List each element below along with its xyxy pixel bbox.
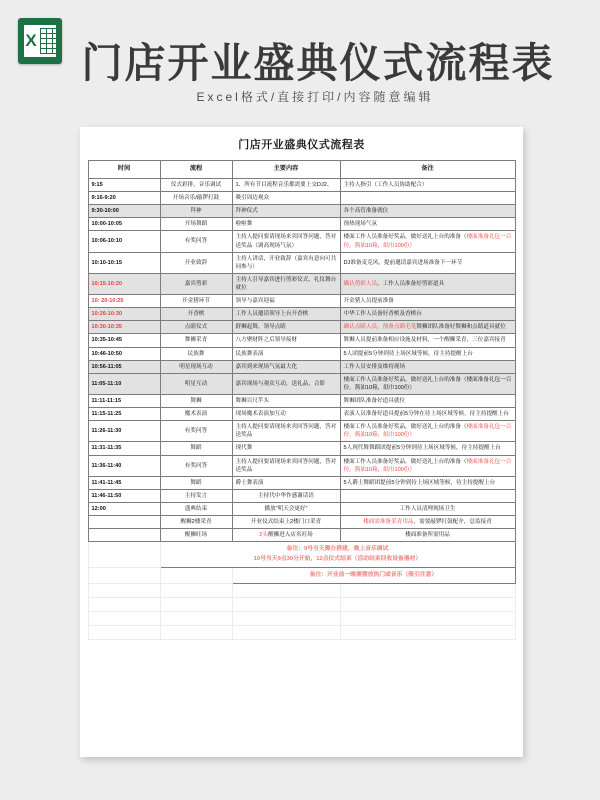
cell-content[interactable]: 群狮起舞，领导点睛 xyxy=(232,321,340,334)
cell-content[interactable]: 嘉宾现场与观众互动，送礼品，合影 xyxy=(232,373,340,394)
cell-time[interactable]: 10:06-10:10 xyxy=(88,231,160,252)
cell-time[interactable]: 11:15-11:25 xyxy=(88,408,160,421)
spreadsheet-sheet xyxy=(80,127,523,757)
cell-remark[interactable]: 楼面工作人员准备好奖品，做好送礼上台的准备（楼面准备礼包一百份，酱油10箱，纸巾100份） xyxy=(340,421,515,442)
cell-time[interactable]: 10:15-10:20 xyxy=(88,273,160,294)
cell-remark[interactable]: 开金猪人员提前准备 xyxy=(340,295,515,308)
table-row[interactable] xyxy=(88,373,515,394)
cell-time[interactable]: 11:11-11:15 xyxy=(88,394,160,407)
cell-remark[interactable]: 各个高管准备就位 xyxy=(340,205,515,218)
table-body xyxy=(88,179,515,640)
blank-cell[interactable] xyxy=(88,612,160,626)
cell-content[interactable]: 领导与嘉宾迎福 xyxy=(232,295,340,308)
cell-remark[interactable] xyxy=(340,489,515,502)
cell-time[interactable]: 11:31-11:35 xyxy=(88,442,160,455)
cell-remark[interactable]: 确认剪彩人员，工作人员准备好剪彩道具 xyxy=(340,273,515,294)
blank-row[interactable] xyxy=(88,612,515,626)
table-header-row xyxy=(88,161,515,179)
table-row[interactable] xyxy=(88,442,515,455)
table-row[interactable] xyxy=(88,308,515,321)
cell-process[interactable]: 仪式彩排，音乐调试 xyxy=(160,179,232,192)
cell-remark[interactable]: 工作人员清理现场卫生 xyxy=(340,502,515,515)
cell-content[interactable]: 拜神仪式 xyxy=(232,205,340,218)
cell-remark-highlight: 确认点睛人员，预备点睛毛笔 xyxy=(343,324,417,331)
column-header-process: 流程 xyxy=(160,161,232,179)
cell-content[interactable]: 民族舞表演 xyxy=(232,347,340,360)
blank-cell[interactable] xyxy=(232,598,340,612)
table-row[interactable] xyxy=(88,205,515,218)
cell-remark[interactable]: 主持人指引（工作人员协助配合） xyxy=(340,179,515,192)
table-row[interactable] xyxy=(88,516,515,529)
cell-process[interactable]: 有奖问答 xyxy=(160,455,232,476)
cell-time[interactable]: 10:00-10:05 xyxy=(88,218,160,231)
cell-process[interactable]: 嘉宾剪彩 xyxy=(160,273,232,294)
table-row[interactable] xyxy=(88,295,515,308)
table-row[interactable] xyxy=(88,334,515,347)
document-title: 门店开业盛典仪式流程表 xyxy=(238,139,365,151)
cell-time[interactable]: 9:16-9:20 xyxy=(88,192,160,205)
cell-content[interactable]: 现场魔术表演加互动 xyxy=(232,408,340,421)
cell-time[interactable]: 10:46-10:50 xyxy=(88,347,160,360)
table-row[interactable] xyxy=(88,476,515,489)
cell-remark-highlight: 楼面准备礼包一百份，酱油10箱，纸巾100份） xyxy=(343,234,512,249)
cell-remark[interactable]: 舞狮团队准备好道具就位 xyxy=(340,394,515,407)
banner xyxy=(0,0,600,122)
table-row[interactable] xyxy=(88,231,515,252)
cell-content[interactable]: 主持人引导嘉宾进行剪彩仪式、礼仪舞台就位 xyxy=(232,273,340,294)
cell-time[interactable]: 10:30-10:35 xyxy=(88,321,160,334)
cell-process[interactable]: 盛典结束 xyxy=(160,502,232,515)
column-header-remark: 备注 xyxy=(340,161,515,179)
blank-cell[interactable] xyxy=(160,626,232,640)
table-row[interactable] xyxy=(88,489,515,502)
cell-content[interactable]: 2头醒狮进入店名旺场 xyxy=(232,529,340,542)
cell-process[interactable]: 魔术表演 xyxy=(160,408,232,421)
table-row[interactable] xyxy=(88,273,515,294)
cell-remark-highlight: 楼面准备礼包一百份，酱油10箱，纸巾100份） xyxy=(343,424,512,439)
blank-cell[interactable] xyxy=(88,626,160,640)
cell-process[interactable]: 拜神 xyxy=(160,205,232,218)
blank-cell[interactable] xyxy=(340,584,515,598)
cell-process[interactable]: 开香槟 xyxy=(160,308,232,321)
footnote-spacer xyxy=(160,567,232,583)
table-row[interactable] xyxy=(88,347,515,360)
cell-process[interactable]: 舞狮采青 xyxy=(160,334,232,347)
cell-process[interactable]: 开场舞蹈 xyxy=(160,218,232,231)
blank-cell[interactable] xyxy=(340,626,515,640)
cell-content[interactable]: 工作人员邀请领导上台开香槟 xyxy=(232,308,340,321)
cell-content[interactable]: 爵士舞表演 xyxy=(232,476,340,489)
cell-content[interactable]: 播放“明天会更好” xyxy=(232,502,340,515)
table-row[interactable] xyxy=(88,218,515,231)
blank-cell[interactable] xyxy=(160,584,232,598)
cell-process[interactable]: 明星互动 xyxy=(160,373,232,394)
cell-remark-highlight: 楼面准备礼包一百份，酱油10箱，纸巾100份） xyxy=(343,458,512,473)
blank-cell[interactable] xyxy=(232,584,340,598)
footnote-text-1 xyxy=(160,542,515,568)
blank-row[interactable] xyxy=(88,598,515,612)
table-row[interactable] xyxy=(88,360,515,373)
cell-time[interactable]: 9:30-10:00 xyxy=(88,205,160,218)
cell-process[interactable]: 主持发言 xyxy=(160,489,232,502)
table-row[interactable] xyxy=(88,394,515,407)
cell-time[interactable]: 11:41-11:45 xyxy=(88,476,160,489)
cell-process[interactable]: 舞狮 xyxy=(160,394,232,407)
footnote-line-2: 10号当天9点30分开始，12点仪式结束（活动结束回收设备器材） xyxy=(253,555,422,562)
cell-content[interactable]: 啦啦舞 xyxy=(232,218,340,231)
table-row[interactable] xyxy=(88,502,515,515)
blank-row[interactable] xyxy=(88,584,515,598)
table-row[interactable] xyxy=(88,455,515,476)
cell-remark[interactable]: 工作人员安排及维持现场 xyxy=(340,360,515,373)
cell-remark[interactable]: 5人团提前5分钟到待上场区域等候，待主持提醒上台 xyxy=(340,347,515,360)
column-header-content: 主要内容 xyxy=(232,161,340,179)
cell-remark[interactable]: 楼面工作人员准备好奖品，做好送礼上台的准备（楼面准备礼包一百份，酱油10箱，纸巾100份） xyxy=(340,455,515,476)
blank-cell[interactable] xyxy=(340,598,515,612)
footnote-text-2: 备注：开业前一晚需摆放热门或音乐（吸引注意） xyxy=(232,567,515,583)
cell-content[interactable]: 嘉宾到来现场气氛最大化 xyxy=(232,360,340,373)
cell-remark[interactable]: 预热现场气氛 xyxy=(340,218,515,231)
cell-content[interactable]: 现代舞 xyxy=(232,442,340,455)
cell-process[interactable]: 开业致辞 xyxy=(160,252,232,273)
table-row[interactable] xyxy=(88,179,515,192)
blank-cell[interactable] xyxy=(160,612,232,626)
cell-content[interactable]: 主持人提问要请现场来宾回答问题，答对送奖品（调高现场气氛） xyxy=(232,231,340,252)
cell-remark[interactable]: DJ准备麦克风，提前邀请嘉宾进场准备下一环节 xyxy=(340,252,515,273)
blank-cell[interactable] xyxy=(340,612,515,626)
footnote-line-1: 备注：9号当天舞台搭建，晚上音乐调试 xyxy=(286,546,389,553)
table-row[interactable] xyxy=(88,421,515,442)
blank-cell[interactable] xyxy=(232,612,340,626)
cell-content[interactable]: 主持人提问要请现场来宾回答问题，答对送奖品 xyxy=(232,455,340,476)
page-subtitle: Excel格式/直接打印/内容随意编辑 xyxy=(196,90,434,104)
cell-remark[interactable]: 5人爵士舞蹈团提前5分钟到待上场区域等候，待主持提醒上台 xyxy=(340,476,515,489)
cell-content[interactable]: 1、所有节目流程音乐都需要上交DJ2、 xyxy=(232,179,340,192)
blank-cell[interactable] xyxy=(88,598,160,612)
excel-icon-letter: X xyxy=(25,31,37,50)
cell-process[interactable]: 点睛仪式 xyxy=(160,321,232,334)
cell-time[interactable]: 10:10-10:15 xyxy=(88,252,160,273)
cell-time[interactable]: 11:46-11:50 xyxy=(88,489,160,502)
blank-row[interactable] xyxy=(88,626,515,640)
cell-process[interactable]: 醒狮2楼采青 xyxy=(160,516,232,529)
table-row[interactable] xyxy=(88,529,515,542)
cell-remark[interactable] xyxy=(340,192,515,205)
cell-process[interactable]: 有奖问答 xyxy=(160,231,232,252)
table-row[interactable] xyxy=(88,192,515,205)
cell-process[interactable]: 明星现场互动 xyxy=(160,360,232,373)
table-row[interactable] xyxy=(88,252,515,273)
cell-process[interactable]: 舞蹈 xyxy=(160,476,232,489)
cell-remark-highlight: 楼面需准备采青用品 xyxy=(363,519,414,526)
cell-remark[interactable]: 确认点睛人员，预备点睛毛笔舞狮团队准备好舞狮和点睛道具就位 xyxy=(340,321,515,334)
cell-time[interactable] xyxy=(88,529,160,542)
cell-content[interactable]: 舞狮百尺竿头 xyxy=(232,394,340,407)
cell-time[interactable]: 10: 20-10:25 xyxy=(88,295,160,308)
cell-time[interactable]: 11:05-11:10 xyxy=(88,373,160,394)
cell-remark[interactable]: 楼面需准备采青用品，需要敲锣打鼓配介，总监接青 xyxy=(340,516,515,529)
cell-time[interactable] xyxy=(88,516,160,529)
blank-cell[interactable] xyxy=(232,626,340,640)
blank-cell[interactable] xyxy=(88,584,160,598)
cell-remark[interactable]: 表演人员准备好道具提前5分钟在待上场区域等候，待主持提醒上台 xyxy=(340,408,515,421)
cell-time[interactable]: 10:35-10:45 xyxy=(88,334,160,347)
cell-remark[interactable]: 舞狮人员提前准备相应设施及材料，一个醒狮采青，三位嘉宾接青 xyxy=(340,334,515,347)
cell-content[interactable]: 开业仪式结束上2楼门口采青 xyxy=(232,516,340,529)
cell-remark-highlight: 确认剪彩人员 xyxy=(343,280,378,287)
cell-content[interactable]: 八方聚财阵之后领导接财 xyxy=(232,334,340,347)
cell-remark[interactable]: 楼面工作人员准备好奖品，做好送礼上台的准备（楼面准备礼包一百份，酱油10箱，纸巾100份） xyxy=(340,231,515,252)
cell-time[interactable]: 10:26-10:30 xyxy=(88,308,160,321)
cell-content-highlight: 2头 xyxy=(259,532,268,539)
cell-time[interactable]: 12:00 xyxy=(88,502,160,515)
cell-process[interactable]: 开金猪环节 xyxy=(160,295,232,308)
cell-content[interactable]: 主持人提问要请现场来宾回答问题，答对送奖品 xyxy=(232,421,340,442)
cell-content[interactable]: 吸引周边观众 xyxy=(232,192,340,205)
cell-remark[interactable]: 5人现代舞舞蹈团提前5分钟到待上场区域等候，待主持提醒上台 xyxy=(340,442,515,455)
cell-remark[interactable]: 楼面工作人员准备好奖品，做好送礼上台的准备（楼面准备礼包一百份，酱油10箱，纸巾100份） xyxy=(340,373,515,394)
cell-remark[interactable]: 楼面准备所需用品 xyxy=(340,529,515,542)
cell-content[interactable]: 主持代中华作感谢话语 xyxy=(232,489,340,502)
cell-process[interactable]: 开场音乐/敲锣打鼓 xyxy=(160,192,232,205)
column-header-time: 时间 xyxy=(88,161,160,179)
cell-time[interactable]: 10:56-11:05 xyxy=(88,360,160,373)
cell-process[interactable]: 有奖问答 xyxy=(160,421,232,442)
cell-remark[interactable]: 中华工作人员备好香槟及香槟台 xyxy=(340,308,515,321)
cell-process[interactable]: 民族舞 xyxy=(160,347,232,360)
page-title: 门店开业盛典仪式流程表 xyxy=(81,39,555,87)
cell-process[interactable]: 舞蹈 xyxy=(160,442,232,455)
cell-time[interactable]: 11:26-11:30 xyxy=(88,421,160,442)
cell-time[interactable]: 9:15 xyxy=(88,179,160,192)
schedule-table xyxy=(88,160,516,640)
blank-cell[interactable] xyxy=(160,598,232,612)
footnote-spacer xyxy=(88,567,160,583)
footnote-row xyxy=(88,542,515,568)
cell-process[interactable]: 醒狮旺场 xyxy=(160,529,232,542)
table-row[interactable] xyxy=(88,321,515,334)
table-row[interactable] xyxy=(88,408,515,421)
cell-time[interactable]: 11:36-11:40 xyxy=(88,455,160,476)
footnote-row xyxy=(88,567,515,583)
footnote-spacer xyxy=(88,542,160,568)
cell-content[interactable]: 主持人讲话，开业致辞（嘉宾有意向可共同参与） xyxy=(232,252,340,273)
